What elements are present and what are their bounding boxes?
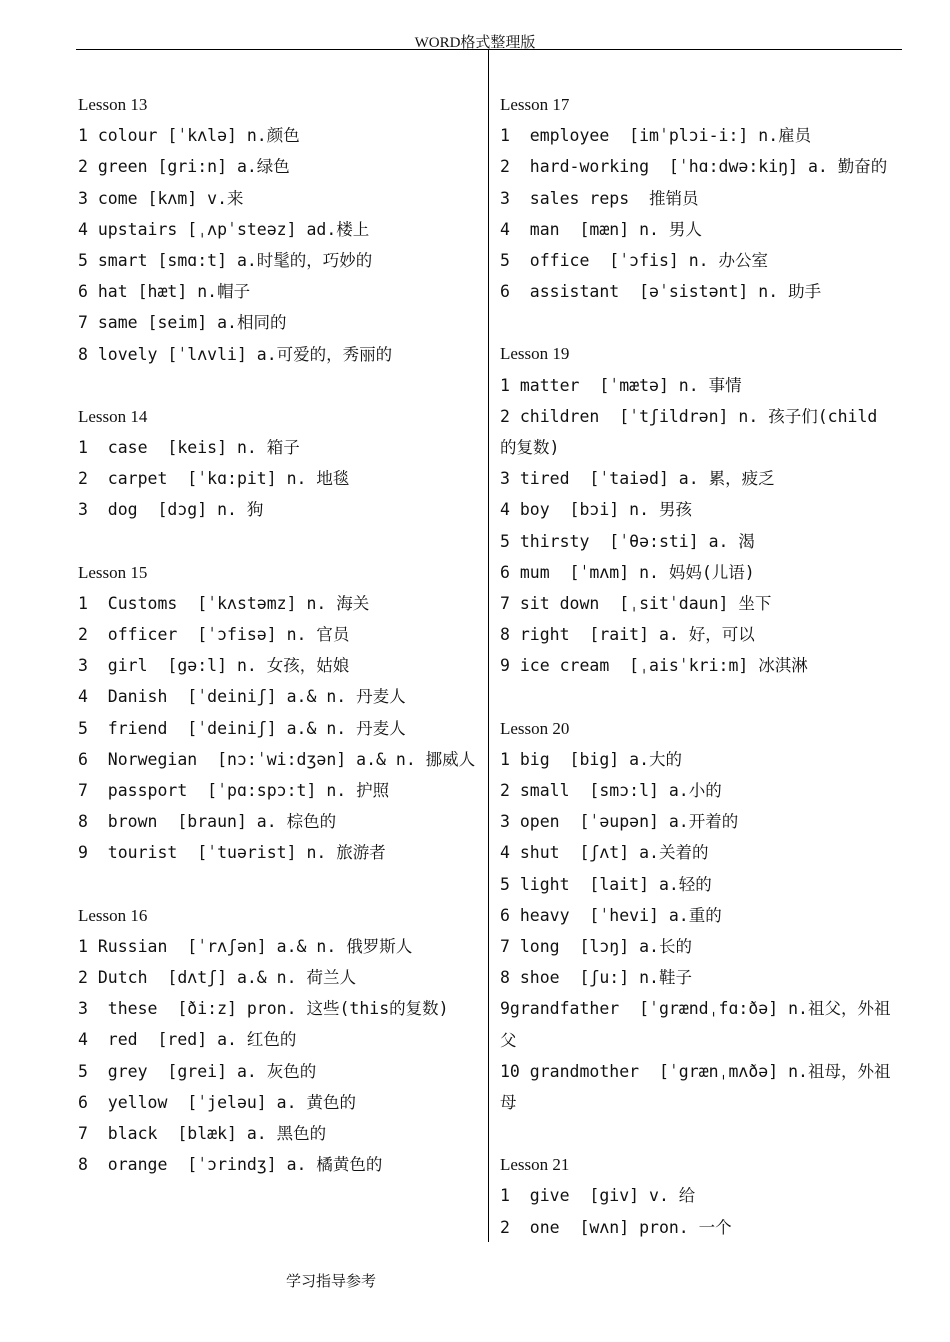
vocab-entry: 4 shut [ʃʌt] a.关着的: [500, 843, 709, 863]
vocab-entry: 1 big [big] a.大的: [500, 749, 683, 769]
vocab-entry: 3 girl [gə:l] n. 女孩，姑娘: [78, 656, 350, 676]
vocab-entry: 6 heavy [ˈhevi] a.重的: [500, 905, 722, 925]
vocab-entry: 1 matter [ˈmætə] n. 事情: [500, 375, 742, 395]
vocab-entry: 4 red [red] a. 红色的: [78, 1030, 297, 1050]
vocab-entry: 2 green [gri:n] a.绿色: [78, 157, 290, 177]
header-rule: [76, 49, 902, 50]
vocab-entry: 4 man [mæn] n. 男人: [500, 219, 702, 239]
lesson-block: [500, 1149, 902, 1243]
lesson-block: [78, 557, 480, 869]
vocab-entry: 2 officer [ˈɔfisə] n. 官员: [78, 625, 350, 644]
vocab-entry: 1 Customs [ˈkʌstəmz] n. 海关: [78, 593, 370, 613]
vocab-entry: 3 tired [ˈtaiəd] a. 累，疲乏: [500, 469, 775, 489]
vocab-entry: 2 hard-working [ˈhɑ:dwə:kiŋ] a. 勤奋的: [500, 157, 888, 177]
lesson-block: [78, 900, 480, 1181]
vocab-entry: 5 thirsty [ˈθə:sti] a. 渴: [500, 531, 755, 551]
lesson-title: Lesson 16: [78, 905, 148, 925]
page-header: WORD格式整理版: [414, 35, 536, 51]
lesson-block: [500, 713, 902, 1119]
vocab-entry: 7 passport [ˈpɑ:spɔ:t] n. 护照: [78, 781, 390, 801]
lesson-block: [78, 89, 480, 370]
lesson-block: [500, 338, 902, 681]
right-column: [500, 89, 902, 1274]
lesson-block: [78, 401, 480, 526]
lesson-block: [500, 89, 902, 307]
vocab-entry: 8 shoe [ʃu:] n.鞋子: [500, 968, 692, 988]
vocab-entry: 7 same [seim] a.相同的: [78, 313, 287, 333]
vocab-entry: 3 these [ði:z] pron. 这些(this的复数): [78, 999, 449, 1019]
lesson-title: Lesson 15: [78, 562, 148, 582]
vocab-entry: 1 colour [ˈkʌlə] n.颜色: [78, 126, 300, 146]
lesson-title: Lesson 21: [500, 1155, 570, 1175]
lesson-title: Lesson 17: [500, 95, 570, 114]
vocab-entry: 1 give [giv] v. 给: [500, 1186, 696, 1206]
left-column: [78, 89, 480, 1211]
vocab-entry: 6 assistant [əˈsistənt] n. 助手: [500, 282, 822, 302]
vocab-entry: 9grandfather [ˈgrændˌfɑ:ðə] n.祖父，外祖父: [500, 999, 891, 1050]
vocab-entry: 2 children [ˈtʃildrən] n. 孩子们(child 的复数): [500, 406, 888, 457]
vocab-entry: 3 come [kʌm] v.来: [78, 188, 244, 208]
vocab-entry: 5 friend [ˈdeiniʃ] a.& n. 丹麦人: [78, 718, 406, 738]
vocab-entry: 9 tourist [ˈtuərist] n. 旅游者: [78, 843, 386, 863]
vocab-entry: 8 right [rait] a. 好，可以: [500, 625, 755, 645]
vocab-entry: 6 Norwegian [nɔ:ˈwi:dʒən] a.& n. 挪威人: [78, 749, 476, 769]
vocab-entry: 5 grey [grei] a. 灰色的: [78, 1061, 317, 1081]
vocab-entry: 9 ice cream [ˌaisˈkri:m] 冰淇淋: [500, 656, 808, 676]
lesson-title: Lesson 20: [500, 718, 570, 738]
lesson-title: Lesson 13: [78, 95, 148, 114]
vocab-entry: 4 upstairs [ˌʌpˈsteəz] ad.楼上: [78, 219, 370, 239]
vocab-entry: 4 Danish [ˈdeiniʃ] a.& n. 丹麦人: [78, 687, 406, 707]
vocab-entry: 1 employee [imˈplɔi-i:] n.雇员: [500, 126, 812, 146]
vocab-entry: 8 lovely [ˈlʌvli] a.可爱的，秀丽的: [78, 344, 393, 364]
vocab-entry: 3 dog [dɔg] n. 狗: [78, 500, 264, 520]
vocab-entry: 5 light [lait] a.轻的: [500, 874, 712, 894]
vocab-entry: 8 brown [braun] a. 棕色的: [78, 812, 337, 832]
vocab-entry: 5 office [ˈɔfis] n. 办公室: [500, 251, 769, 270]
vocab-entry: 2 Dutch [dʌtʃ] a.& n. 荷兰人: [78, 968, 356, 988]
vocab-entry: 2 carpet [ˈkɑ:pit] n. 地毯: [78, 469, 350, 489]
column-divider: [488, 50, 489, 1242]
vocab-entry: 6 yellow [ˈjeləu] a. 黄色的: [78, 1092, 356, 1112]
vocab-entry: 1 Russian [ˈrʌʃən] a.& n. 俄罗斯人: [78, 936, 413, 956]
vocab-entry: 8 orange [ˈɔrindʒ] a. 橘黄色的: [78, 1155, 383, 1175]
vocab-entry: 4 boy [bɔi] n. 男孩: [500, 500, 692, 520]
vocab-entry: 3 open [ˈəupən] a.开着的: [500, 812, 739, 832]
vocab-entry: 6 mum [ˈmʌm] n. 妈妈(儿语): [500, 562, 755, 582]
lesson-title: Lesson 19: [500, 344, 570, 364]
vocab-entry: 6 hat [hæt] n.帽子: [78, 282, 251, 302]
page-footer: 学习指导参考: [286, 1272, 377, 1290]
vocab-entry: 7 sit down [ˌsitˈdaun] 坐下: [500, 594, 772, 614]
vocab-entry: 10 grandmother [ˈgrænˌmʌðə] n.祖母，外祖母: [500, 1061, 891, 1113]
vocab-entry: 7 black [blæk] a. 黑色的: [78, 1124, 327, 1144]
vocab-entry: 2 small [smɔ:l] a.小的: [500, 781, 722, 801]
vocab-entry: 2 one [wʌn] pron. 一个: [500, 1217, 732, 1237]
vocab-entry: 3 sales reps 推销员: [500, 188, 699, 208]
lesson-title: Lesson 14: [78, 406, 148, 426]
vocab-entry: 5 smart [smɑ:t] a.时髦的，巧妙的: [78, 251, 373, 270]
vocab-entry: 7 long [lɔŋ] a.长的: [500, 937, 692, 957]
vocab-entry: 1 case [keis] n. 箱子: [78, 438, 300, 457]
